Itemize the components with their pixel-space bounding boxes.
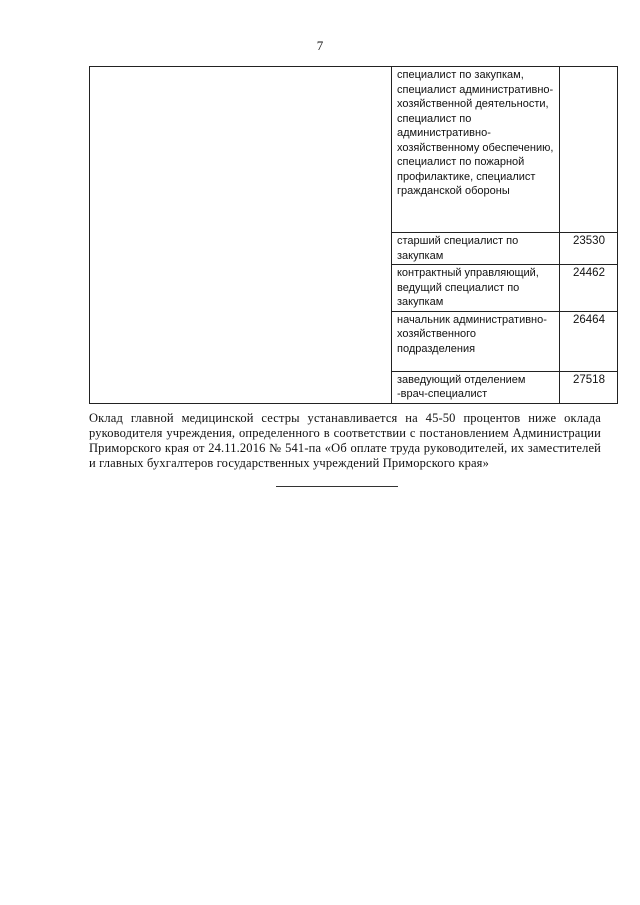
position-cell: старший специалист по закупкам: [392, 233, 560, 265]
salary-cell: 26464: [560, 311, 618, 371]
position-cell: специалист по закупкам, специалист административно-хозяйственной деятельности, специалист по административно-хозяйственному обеспечению, специалист по пожарной профилактике, специалист гражданской обороны: [392, 67, 560, 233]
salary-cell: 24462: [560, 265, 618, 312]
salary-cell: [560, 67, 618, 233]
table-row: [90, 67, 618, 233]
table-cell-empty: [90, 67, 392, 404]
position-cell: заведующий отделением -врач-специалист: [392, 371, 560, 403]
position-cell: начальник административно-хозяйственного подразделения: [392, 311, 560, 371]
page-number: 7: [316, 38, 324, 53]
signature-line: [276, 486, 398, 487]
salary-cell: 23530: [560, 233, 618, 265]
salary-cell: 27518: [560, 371, 618, 403]
closing-paragraph: Оклад главной медицинской сестры устанавливается на 45-50 процентов ниже оклада руководителя учреждения, определенного в соответствии с постановлением Администрации Приморского края от 24.11.2016 № 541-па «Об оплате труда руководителей, их заместителей и главных бухгалтеров государственных учреждений Приморского края»: [89, 410, 601, 470]
position-cell: контрактный управляющий, ведущий специалист по закупкам: [392, 265, 560, 312]
salary-table: [89, 66, 618, 404]
